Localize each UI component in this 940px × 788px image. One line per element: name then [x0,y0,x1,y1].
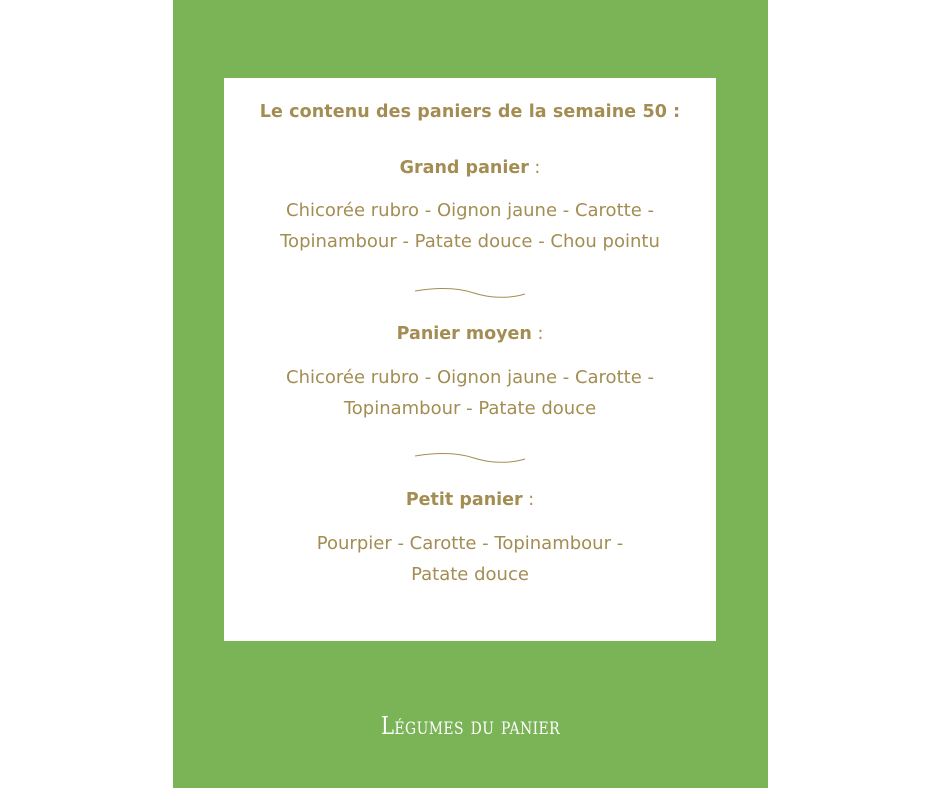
panier-moyen-items-line2: Topinambour - Patate douce [343,398,597,419]
grand-panier-heading-text: Grand panier [399,158,529,178]
panier-moyen-heading [224,324,716,344]
card-title: Le contenu des paniers de la semaine 50 : [259,102,681,122]
panier-moyen-items [224,362,716,424]
petit-panier-heading-colon: : [522,490,535,510]
petit-panier-items-line1: Pourpier - Carotte - Topinambour - [316,533,624,554]
wavy-divider-icon [414,450,526,464]
petit-panier-heading-text: Petit panier [405,490,523,510]
grand-panier-items [224,195,716,257]
panier-moyen-heading-text: Panier moyen [396,324,532,344]
wavy-divider-icon [414,285,526,299]
panier-moyen-heading-colon: : [531,324,544,344]
petit-panier-heading [224,490,716,510]
panier-moyen-items-line1: Chicorée rubro - Oignon jaune - Carotte - [286,367,654,388]
footer-title: Légumes du panier [380,712,561,740]
grand-panier-items-line2: Topinambour - Patate douce - Chou pointu [280,231,660,252]
petit-panier-items [224,528,716,590]
grand-panier-heading [224,158,716,178]
grand-panier-heading-colon: : [528,158,541,178]
petit-panier-items-line2: Patate douce [411,564,529,585]
grand-panier-items-line1: Chicorée rubro - Oignon jaune - Carotte - [286,200,654,221]
basket-content-card [224,78,716,641]
